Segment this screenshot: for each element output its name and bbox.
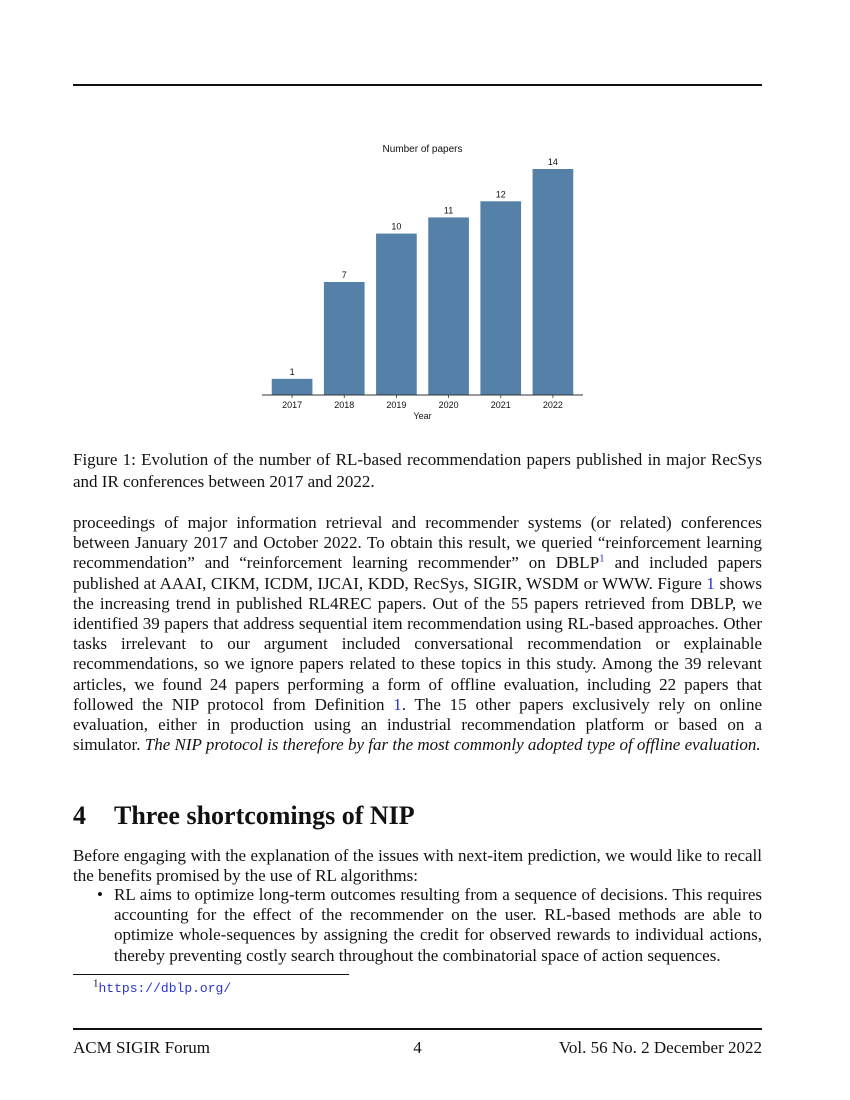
body-text-part-4: . The 15 other papers exclusively rely on online evaluation, either in production using an industrial recommendation platform or based on a simulator. [73,694,762,755]
chart-title: Number of papers [382,144,463,155]
footer-venue: ACM SIGIR Forum [73,1038,210,1057]
bar-2017 [272,379,313,395]
bar-value-label: 7 [341,270,347,280]
bar-value-label: 12 [495,189,506,200]
footnote [93,977,232,997]
section-title: Three shortcomings of NIP [114,801,415,830]
x-axis-label: Year [413,411,432,421]
section-number: 4 [73,801,86,830]
page-number: 4 [413,1038,422,1057]
figure-bar-chart [240,136,600,428]
bullet-list [73,885,762,966]
bar-2019 [376,234,417,395]
bullet-text: RL aims to optimize long-term outcomes resulting from a sequence of decisions. This requires accounting for the effect of the recommender on the user. RL-based methods are able to optimize whole-sequences by assigning the credit for observed rewards to individual actions, thereby preventing costly search throughout the combinatorial space of action sequences. [114,885,762,965]
body-paragraph [73,513,762,755]
bar-value-label: 14 [547,157,558,167]
bar-2020 [428,217,469,395]
section-heading [73,800,415,832]
body-text-part-1: proceedings of major information retrieval and recommender systems (or related) conferences between January 2017 and October 2022. To obtain this result, we queried “reinforcement learning recommendation” and “reinforcement learning recommender” on DBLP [73,513,762,573]
bar-2018 [324,282,365,395]
footnote-url-link[interactable]: https://dblp.org/ [98,981,232,996]
x-tick-label: 2022 [542,400,563,410]
x-tick-label: 2019 [386,400,407,410]
definition-ref-link[interactable]: 1 [393,694,402,714]
intro-paragraph: Before engaging with the explanation of the issues with next-item prediction, we would like to recall the benefits promised by the use of RL algorithms: [73,846,762,886]
footnote-rule [73,974,349,975]
footnote-mark: 1 [93,977,99,990]
footer-rule [73,1028,762,1030]
body-text-part-3: shows the increasing trend in published RL4REC papers. Out of the 55 papers retrieved from DBLP, we identified 39 papers that address sequential item recommendation using RL-based approaches. Other tasks irrelevant to our argument included conversational recommendation or explainable recommendations, so we ignore papers related to these topics in this study. Among the 39 relevant articles, we found 24 papers performing a form of offline evaluation, including 22 papers that followed the NIP protocol from Definition [73,573,762,714]
header-rule [73,84,762,86]
body-text-emphasis: The NIP protocol is therefore by far the most commonly adopted type of offline evaluation. [144,735,761,755]
figure-ref-link[interactable]: 1 [706,573,715,593]
bar-value-label: 11 [443,205,454,216]
bar-value-label: 1 [289,366,295,377]
x-tick-label: 2017 [282,400,303,410]
body-text-part-2: and included papers published at AAAI, CIKM, ICDM, IJCAI, KDD, RecSys, SIGIR, WSDM or WWW. Figure [73,553,763,593]
figure-caption: Figure 1: Evolution of the number of RL-based recommendation papers published in major RecSys and IR conferences between 2017 and 2022. [73,450,762,491]
x-tick-label: 2020 [438,400,459,410]
footnote-ref-link[interactable]: 1 [599,552,605,565]
x-tick-label: 2021 [490,400,511,410]
bar-chart [240,136,600,428]
footer-issue: Vol. 56 No. 2 December 2022 [558,1038,762,1057]
page-footer [73,1038,762,1060]
list-item [73,885,762,966]
bar-2021 [480,201,521,395]
bar-2022 [533,169,574,395]
bullet-icon: • [97,885,103,904]
x-tick-label: 2018 [334,400,355,410]
bar-value-label: 10 [391,221,402,232]
